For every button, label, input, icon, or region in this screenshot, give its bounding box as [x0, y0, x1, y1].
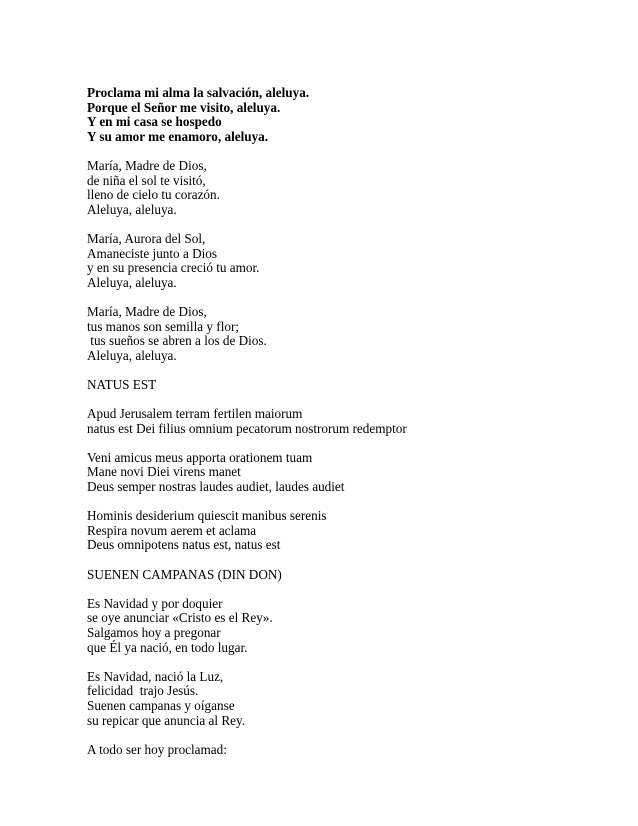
lyric-line: y en su presencia creció tu amor.	[87, 260, 260, 276]
lyric-line: Aleluya, aleluya.	[87, 347, 177, 363]
lyric-line: Mane novi Diei virens manet	[87, 464, 241, 480]
intro-stanza	[87, 86, 587, 144]
lyric-line: Deus semper nostras laudes audiet, laudes audiet	[87, 479, 345, 495]
lyric-line: Suenen campanas y oíganse	[87, 697, 235, 713]
lyric-line: María, Madre de Dios,	[87, 157, 207, 173]
stanza-gap	[87, 392, 587, 407]
lyric-line: Es Navidad y por doquier	[87, 595, 223, 611]
lyric-line: de niña el sol te visitó,	[87, 172, 206, 188]
lyric-line: Aleluya, aleluya.	[87, 201, 177, 217]
lyric-line: se oye anunciar «Cristo es el Rey».	[87, 610, 273, 626]
stanza-maria-2	[87, 232, 587, 290]
lyric-line: lleno de cielo tu corazón.	[87, 187, 220, 203]
stanza-natus-1	[87, 407, 587, 436]
stanza-maria-3	[87, 305, 587, 363]
stanza-maria-1	[87, 159, 587, 217]
lyric-line: Apud Jerusalem terram fertilen maiorum	[87, 406, 303, 422]
lyrics-text	[87, 86, 587, 757]
stanza-gap	[87, 436, 587, 451]
lyric-line: Proclama mi alma la salvación, aleluya.	[87, 85, 310, 100]
stanza-natus-2	[87, 451, 587, 495]
stanza-campanas-2	[87, 670, 587, 728]
stanza-campanas-3	[87, 743, 587, 758]
lyric-line: Porque el Señor me visito, aleluya.	[87, 99, 281, 115]
lyric-line: Salgamos hoy a pregonar	[87, 624, 221, 640]
stanza-gap	[87, 655, 587, 670]
lyric-line: Y su amor me enamoro, aleluya.	[87, 128, 269, 144]
lyric-line: Respira novum aerem et aclama	[87, 522, 257, 538]
lyric-line: Aleluya, aleluya.	[87, 274, 177, 290]
stanza-gap	[87, 144, 587, 159]
lyric-line: natus est Dei filius omnium pecatorum nostrorum redemptor	[87, 420, 407, 436]
lyric-line: Hominis desiderium quiescit manibus serenis	[87, 508, 327, 524]
lyric-line: su repicar que anuncia al Rey.	[87, 712, 246, 728]
stanza-gap	[87, 582, 587, 597]
song-title: SUENEN CAMPANAS (DIN DON)	[87, 566, 282, 582]
lyric-line: Es Navidad, nació la Luz,	[87, 668, 224, 684]
stanza-gap	[87, 495, 587, 510]
lyric-line: María, Madre de Dios,	[87, 303, 207, 319]
stanza-gap	[87, 728, 587, 743]
stanza-natus-3	[87, 509, 587, 553]
song-title: NATUS EST	[87, 376, 157, 392]
stanza-campanas-1	[87, 597, 587, 655]
lyric-line: María, Aurora del Sol,	[87, 230, 206, 246]
stanza-gap	[87, 553, 587, 568]
stanza-gap	[87, 217, 587, 232]
lyric-line: que Él ya nació, en todo lugar.	[87, 639, 248, 655]
stanza-gap	[87, 290, 587, 305]
lyric-line: A todo ser hoy proclamad:	[87, 741, 227, 757]
lyric-line: Veni amicus meus apporta orationem tuam	[87, 449, 313, 465]
lyric-line: Y en mi casa se hospedo	[87, 114, 222, 130]
lyric-line: Amaneciste junto a Dios	[87, 245, 218, 261]
lyric-line: felicidad trajo Jesús.	[87, 683, 199, 699]
lyric-line: tus sueños se abren a los de Dios.	[87, 333, 267, 349]
lyric-line: tus manos son semilla y flor;	[87, 318, 240, 334]
lyric-line: Deus omnipotens natus est, natus est	[87, 537, 281, 553]
stanza-gap	[87, 363, 587, 378]
